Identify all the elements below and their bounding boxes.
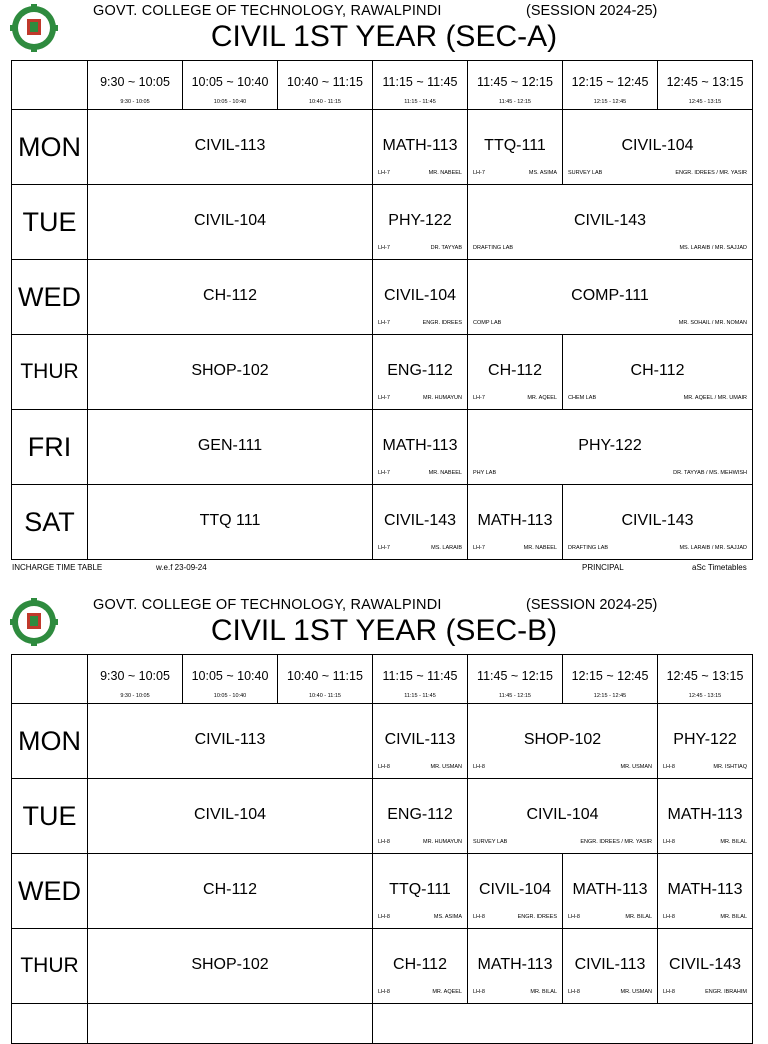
room-label: LH-8: [378, 839, 390, 845]
footer-incharge: INCHARGE TIME TABLE: [12, 563, 103, 572]
class-cell: [373, 410, 468, 485]
class-cell: [563, 929, 658, 1004]
class-cell: [373, 485, 468, 560]
slot-header: [183, 655, 278, 704]
footer-wef: w.e.f 23-09-24: [156, 563, 207, 572]
slot-time: 11:15 ~ 11:45: [382, 75, 458, 89]
class-cell: [658, 779, 753, 854]
footer-principal: PRINCIPAL: [582, 563, 624, 572]
day-label: SAT: [12, 485, 88, 560]
subject-code: CIVIL-113: [194, 137, 266, 154]
timetable-sec-a: [11, 60, 753, 560]
room-label: COMP LAB: [473, 320, 502, 326]
table-row: [12, 410, 753, 485]
header-corner: [12, 655, 88, 704]
teacher-name: ENGR. IDREES: [517, 914, 557, 920]
class-cell: [373, 110, 468, 185]
college-name: GOVT. COLLEGE OF TECHNOLOGY, RAWALPINDI: [93, 597, 442, 613]
subject-code: CIVIL-143: [383, 512, 457, 529]
subject-code: MATH-113: [382, 137, 458, 154]
subject-code: CIVIL-113: [384, 731, 456, 748]
teacher-name: ENGR. IDREES / MR. YASIR: [580, 839, 652, 845]
slot-time: 11:15 ~ 11:45: [382, 669, 458, 683]
room-label: SURVEY LAB: [568, 170, 603, 176]
teacher-name: MS. ASIMA: [433, 914, 462, 920]
subject-code: CH-112: [203, 287, 257, 304]
class-cell: [373, 779, 468, 854]
slot-time-sub: 10:40 - 11:15: [308, 99, 341, 105]
table-row: [12, 335, 753, 410]
teacher-name: MR. NABEEL: [428, 470, 462, 476]
teacher-name: DR. TAYYAB: [430, 245, 462, 251]
subject-code: CIVIL-104: [526, 806, 599, 823]
room-label: DRAFTING LAB: [568, 545, 609, 551]
slot-time: 10:40 ~ 11:15: [287, 669, 363, 683]
teacher-name: MR. ISHTIAQ: [713, 764, 747, 770]
teacher-name: MS. LARAIB: [431, 545, 462, 551]
class-cell: [88, 704, 373, 779]
slot-header: [278, 61, 373, 110]
slot-time: 12:45 ~ 13:15: [666, 75, 744, 89]
day-label: FRI: [12, 410, 88, 485]
slot-time-sub: 10:05 - 10:40: [213, 693, 247, 699]
room-label: SURVEY LAB: [473, 839, 508, 845]
slot-time: 10:05 ~ 10:40: [191, 669, 269, 683]
teacher-name: ENGR. IDREES / MR. YASIR: [675, 170, 747, 176]
slot-time-sub: 11:45 - 12:15: [498, 693, 531, 699]
class-cell: [88, 854, 373, 929]
slot-header: [88, 61, 183, 110]
class-cell: [563, 335, 753, 410]
class-cell: [88, 410, 373, 485]
slot-time-sub: 10:05 - 10:40: [213, 99, 247, 105]
class-cell: [88, 185, 373, 260]
class-cell: [468, 929, 563, 1004]
table-row: [12, 779, 753, 854]
class-cell: [88, 110, 373, 185]
teacher-name: DR. TAYYAB / MS. MEHWISH: [673, 470, 747, 476]
slot-header: [658, 655, 753, 704]
slot-header: [658, 61, 753, 110]
subject-code: TTQ 111: [199, 512, 261, 529]
room-label: LH-7: [378, 545, 390, 551]
room-label: LH-7: [378, 395, 390, 401]
slot-time-sub: 12:15 - 12:45: [593, 99, 627, 105]
room-label: LH-8: [378, 764, 390, 770]
slot-header: [563, 655, 658, 704]
slot-time-sub: 11:45 - 12:15: [498, 99, 531, 105]
class-cell: [373, 185, 468, 260]
class-cell: [88, 260, 373, 335]
slot-time: 12:15 ~ 12:45: [571, 669, 649, 683]
college-name: GOVT. COLLEGE OF TECHNOLOGY, RAWALPINDI: [93, 3, 442, 19]
room-label: LH-8: [568, 914, 580, 920]
teacher-name: MR. NABEEL: [428, 170, 462, 176]
table-row: [12, 260, 753, 335]
subject-code: CH-112: [393, 956, 447, 973]
class-cell: [373, 335, 468, 410]
teacher-name: MR. HUMAYUN: [422, 839, 462, 845]
room-label: PHY LAB: [473, 470, 497, 476]
slot-header: [468, 655, 563, 704]
class-cell: [88, 929, 373, 1004]
teacher-name: MS. LARAIB / MR. SAJJAD: [679, 545, 747, 551]
timetable-sec-b: [11, 654, 753, 1044]
class-cell: [88, 779, 373, 854]
class-cell: [468, 110, 563, 185]
room-label: LH-7: [378, 245, 390, 251]
session-label: (SESSION 2024-25): [526, 3, 658, 19]
day-label: TUE: [12, 779, 88, 854]
day-label: THUR: [12, 929, 88, 1004]
subject-code: CIVIL-104: [478, 881, 552, 898]
slot-time-sub: 12:15 - 12:45: [593, 693, 627, 699]
slot-time: 12:45 ~ 13:15: [666, 669, 744, 683]
class-cell: [373, 929, 468, 1004]
room-label: LH-8: [378, 914, 390, 920]
table-row: [12, 185, 753, 260]
room-label: LH-8: [663, 839, 675, 845]
slot-time-sub: 9:30 - 10:05: [120, 693, 150, 699]
room-label: DRAFTING LAB: [473, 245, 514, 251]
subject-code: CIVIL-104: [621, 137, 694, 154]
class-cell: [563, 110, 753, 185]
room-label: LH-8: [378, 989, 390, 995]
day-label: THUR: [12, 335, 88, 410]
teacher-name: MR. USMAN: [620, 764, 652, 770]
page-title: CIVIL 1ST YEAR (SEC-B): [210, 614, 558, 647]
subject-code: SHOP-102: [191, 956, 269, 973]
slot-header: [468, 61, 563, 110]
teacher-name: MR. HUMAYUN: [422, 395, 462, 401]
slot-header: [278, 655, 373, 704]
room-label: LH-8: [568, 989, 580, 995]
subject-code: CIVIL-113: [574, 956, 646, 973]
room-label: LH-8: [473, 914, 485, 920]
slot-time-sub: 12:45 - 13:15: [688, 693, 722, 699]
teacher-name: MR. USMAN: [430, 764, 462, 770]
class-cell: [658, 854, 753, 929]
room-label: LH-8: [663, 764, 675, 770]
room-label: CHEM LAB: [568, 395, 597, 401]
teacher-name: ENGR. IBRAHIM: [705, 989, 747, 995]
day-label: WED: [12, 260, 88, 335]
slot-time: 11:45 ~ 12:15: [477, 75, 553, 89]
teacher-name: MS. ASIMA: [528, 170, 557, 176]
slot-time-sub: 9:30 - 10:05: [120, 99, 150, 105]
room-label: LH-7: [378, 470, 390, 476]
room-label: LH-7: [378, 320, 390, 326]
teacher-name: MR. BILAL: [625, 914, 652, 920]
class-cell: [468, 854, 563, 929]
subject-code: CH-112: [630, 362, 685, 379]
slot-time: 10:40 ~ 11:15: [287, 75, 363, 89]
teacher-name: MR. BILAL: [530, 989, 557, 995]
header-corner: [12, 61, 88, 110]
slot-header: [373, 61, 468, 110]
class-cell: [658, 704, 753, 779]
subject-code: CIVIL-143: [621, 512, 694, 529]
class-cell: [468, 260, 753, 335]
room-label: LH-7: [473, 545, 485, 551]
day-label: MON: [12, 704, 88, 779]
session-label: (SESSION 2024-25): [526, 597, 658, 613]
class-cell: [563, 485, 753, 560]
slot-time: 9:30 ~ 10:05: [100, 75, 170, 89]
day-label: WED: [12, 854, 88, 929]
room-label: LH-8: [663, 989, 675, 995]
teacher-name: MR. SOHAIL / MR. NOMAN: [678, 320, 747, 326]
slot-time: 11:45 ~ 12:15: [477, 669, 553, 683]
teacher-name: MR. AQEEL / MR. UMAIR: [683, 395, 747, 401]
room-label: LH-8: [473, 989, 485, 995]
subject-code: TTQ-111: [389, 881, 451, 898]
class-cell: [88, 335, 373, 410]
teacher-name: MS. LARAIB / MR. SAJJAD: [679, 245, 747, 251]
subject-code: MATH-113: [477, 956, 553, 973]
subject-code: PHY-122: [578, 437, 642, 454]
slot-header: [373, 655, 468, 704]
table-row: [12, 854, 753, 929]
subject-code: GEN-111: [197, 437, 263, 454]
slot-time: 9:30 ~ 10:05: [100, 669, 170, 683]
subject-code: PHY-122: [673, 731, 737, 748]
slot-time-sub: 10:40 - 11:15: [308, 693, 341, 699]
subject-code: MATH-113: [667, 806, 743, 823]
subject-code: CIVIL-143: [668, 956, 742, 973]
subject-code: CH-112: [203, 881, 257, 898]
class-cell: [468, 335, 563, 410]
slot-time: 10:05 ~ 10:40: [191, 75, 269, 89]
class-cell: [468, 704, 658, 779]
day-label: TUE: [12, 185, 88, 260]
subject-code: CIVIL-104: [193, 212, 267, 229]
table-row: [12, 485, 753, 560]
day-label: MON: [12, 110, 88, 185]
table-row: [12, 704, 753, 779]
subject-code: ENG-112: [387, 806, 453, 823]
room-label: LH-7: [473, 395, 485, 401]
subject-code: SHOP-102: [523, 731, 602, 748]
room-label: LH-8: [473, 764, 485, 770]
slot-time: 12:15 ~ 12:45: [571, 75, 649, 89]
subject-code: COMP-111: [571, 287, 649, 304]
subject-code: MATH-113: [667, 881, 743, 898]
subject-code: MATH-113: [477, 512, 553, 529]
slot-time-sub: 11:15 - 11:45: [404, 99, 436, 105]
subject-code: SHOP-102: [191, 362, 269, 379]
class-cell: [468, 185, 753, 260]
subject-code: MATH-113: [572, 881, 648, 898]
slot-header: [183, 61, 278, 110]
teacher-name: MR. BILAL: [720, 839, 747, 845]
footer-software: aSc Timetables: [692, 563, 747, 572]
subject-code: CIVIL-104: [383, 287, 457, 304]
class-cell: [563, 854, 658, 929]
subject-code: CH-112: [488, 362, 542, 379]
slot-time-sub: 11:15 - 11:45: [404, 693, 436, 699]
subject-code: MATH-113: [382, 437, 458, 454]
subject-code: CIVIL-113: [194, 731, 266, 748]
teacher-name: MR. NABEEL: [523, 545, 557, 551]
teacher-name: MR. AQEEL: [432, 989, 462, 995]
class-cell: [373, 704, 468, 779]
class-cell: [373, 854, 468, 929]
teacher-name: MR. USMAN: [620, 989, 652, 995]
room-label: LH-7: [378, 170, 390, 176]
class-cell: [468, 485, 563, 560]
room-label: LH-7: [473, 170, 485, 176]
teacher-name: ENGR. IDREES: [422, 320, 462, 326]
subject-code: CIVIL-104: [193, 806, 267, 823]
table-row: [12, 929, 753, 1004]
table-row: [12, 110, 753, 185]
class-cell: [88, 485, 373, 560]
subject-code: TTQ-111: [484, 137, 546, 154]
class-cell: [468, 410, 753, 485]
slot-time-sub: 12:45 - 13:15: [688, 99, 722, 105]
subject-code: ENG-112: [387, 362, 453, 379]
slot-header: [563, 61, 658, 110]
teacher-name: MR. BILAL: [720, 914, 747, 920]
class-cell: [468, 779, 658, 854]
subject-code: CIVIL-143: [573, 212, 647, 229]
page-title: CIVIL 1ST YEAR (SEC-A): [210, 20, 558, 53]
class-cell: [373, 260, 468, 335]
class-cell: [658, 929, 753, 1004]
subject-code: PHY-122: [388, 212, 452, 229]
teacher-name: MR. AQEEL: [527, 395, 557, 401]
slot-header: [88, 655, 183, 704]
room-label: LH-8: [663, 914, 675, 920]
